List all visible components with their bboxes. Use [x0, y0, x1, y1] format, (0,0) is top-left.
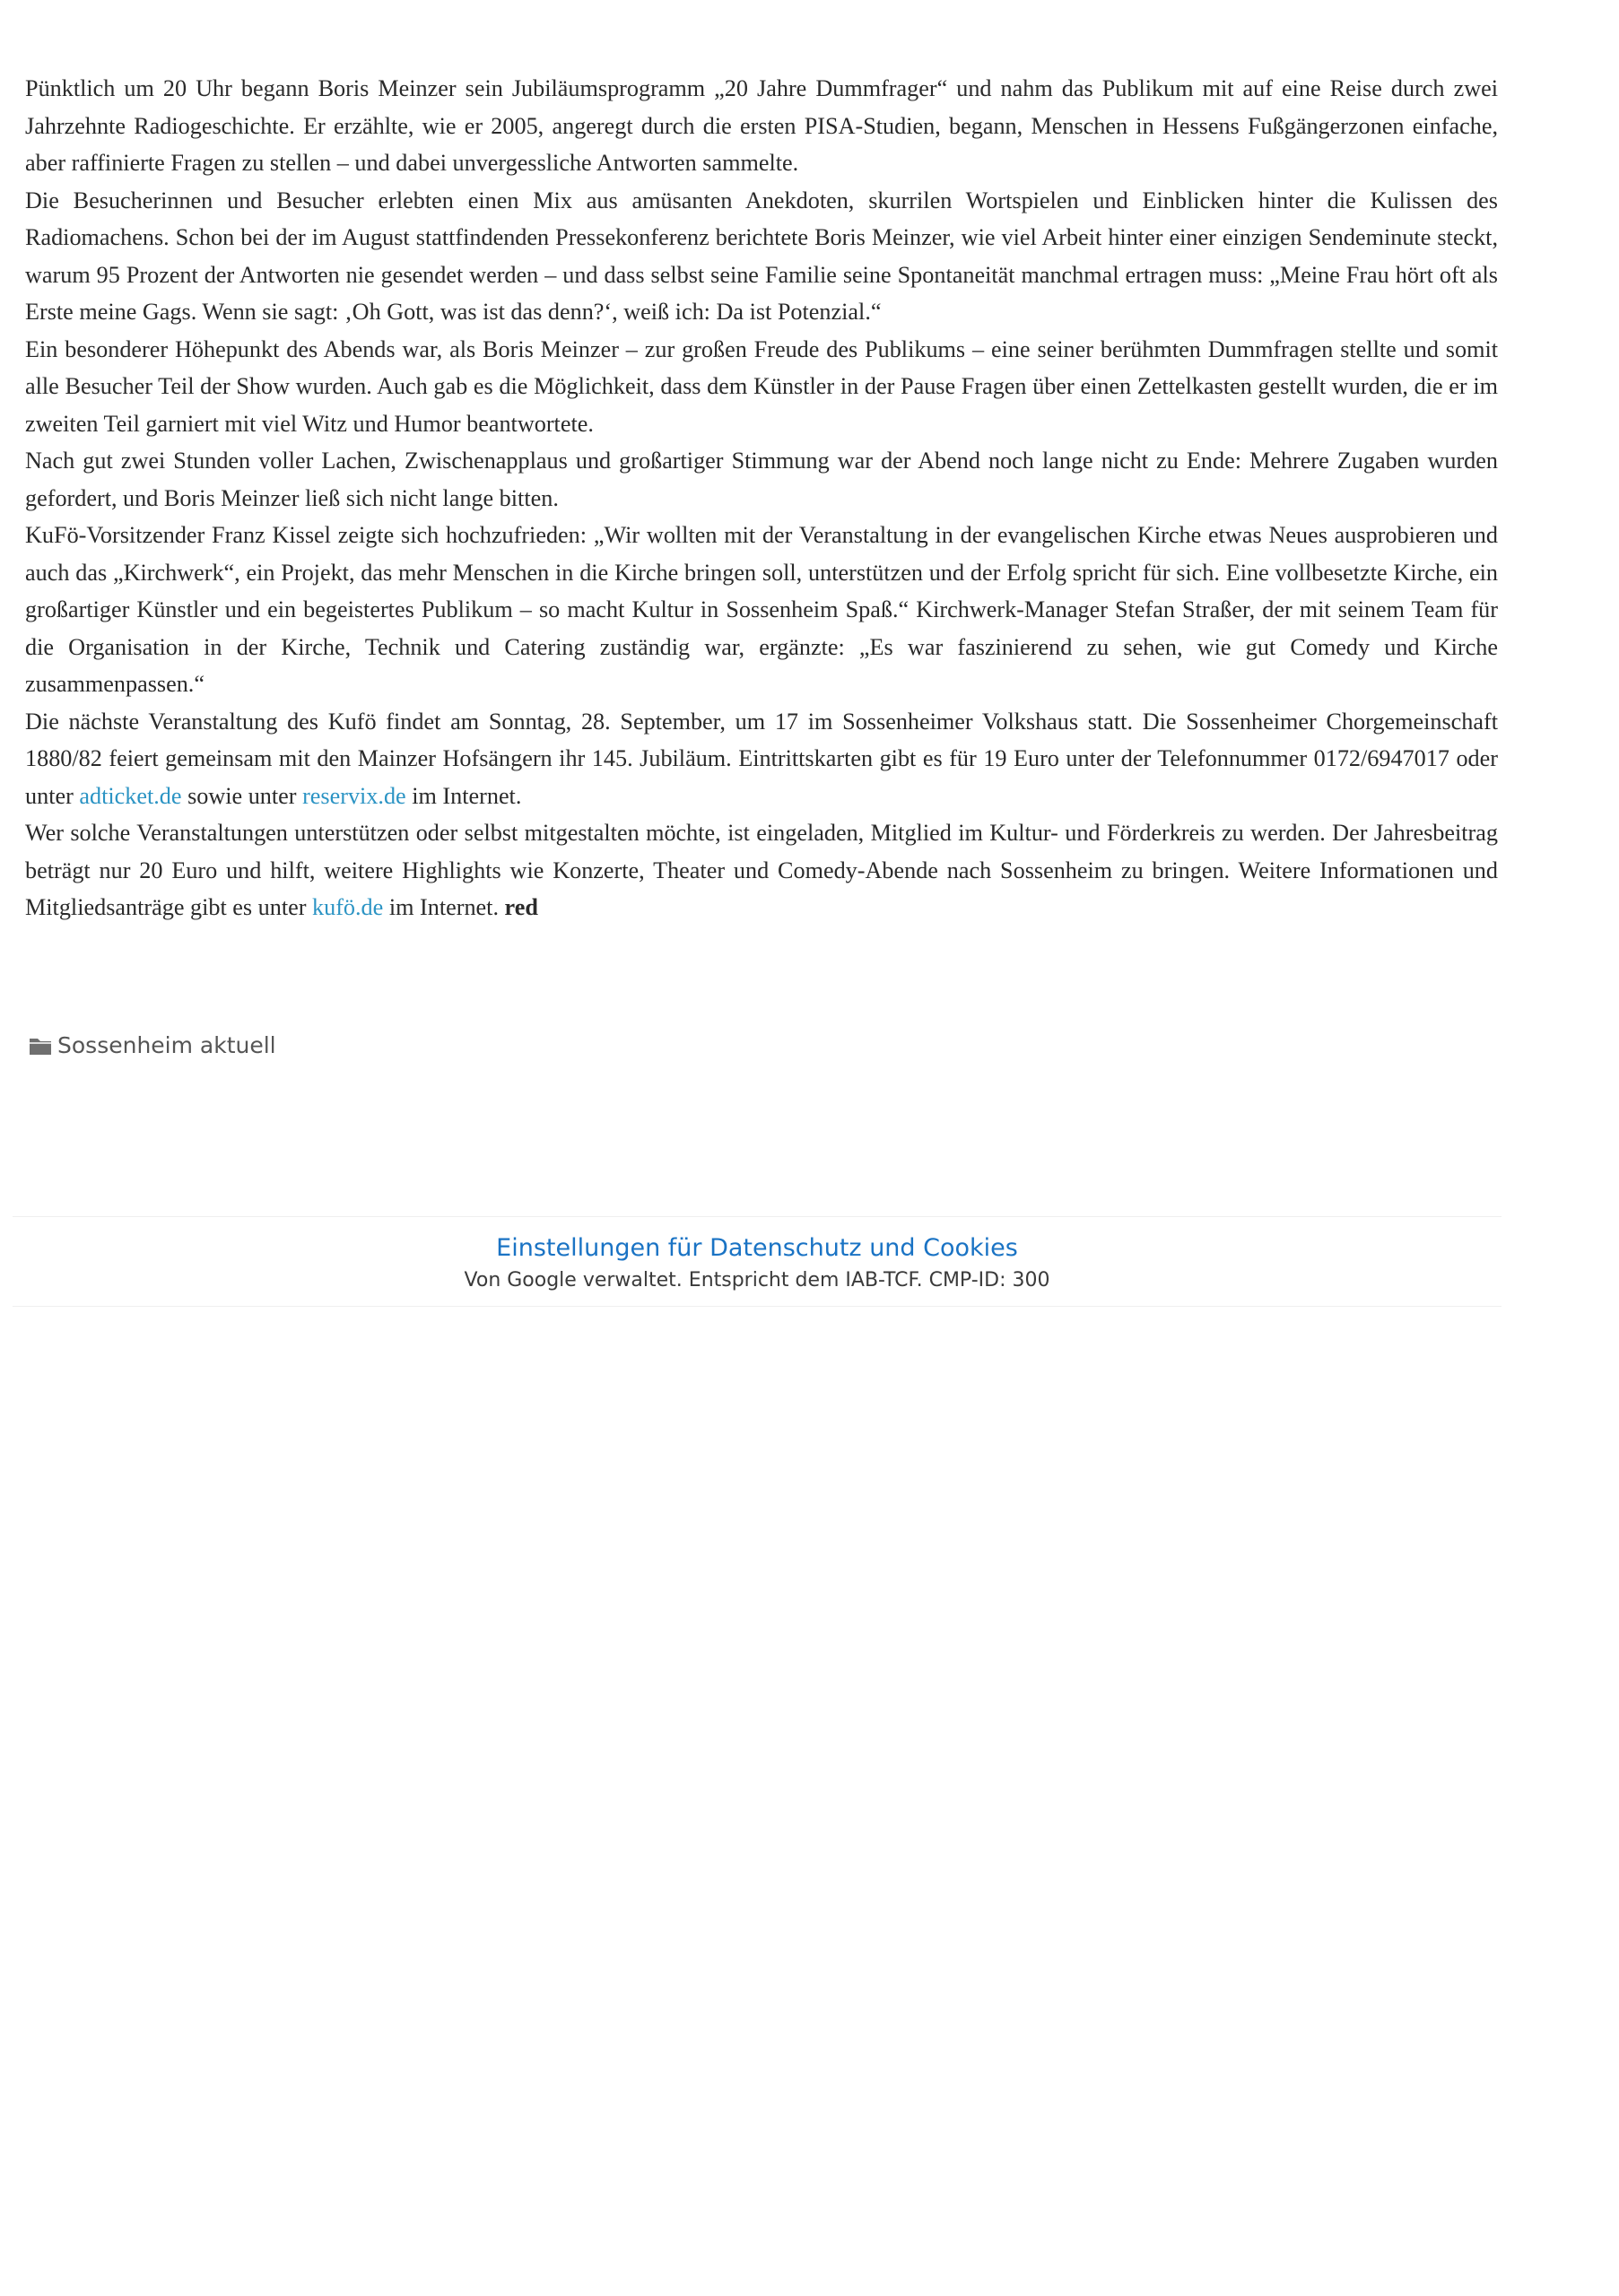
- article-paragraph-4: Nach gut zwei Stunden voller Lachen, Zwischenapplaus und großartiger Stimmung war der Abend noch lange nicht zu Ende: Mehrere Zugaben wurden gefordert, und Boris Meinzer ließ sich nicht lange bitten.: [25, 448, 1498, 511]
- kufoe-link[interactable]: kufö.de: [312, 894, 384, 920]
- article-paragraph-1: Pünktlich um 20 Uhr begann Boris Meinzer sein Jubiläumsprogramm „20 Jahre Dummfrager“ und nahm das Publikum mit auf eine Reise durch zwei Jahrzehnte Radiogeschichte. Er erzählte, wie er 2005, angeregt durch die ersten PISA-Studien, begann, Menschen in Hessens Fußgängerzonen einfache, aber raffinierte Fragen zu stellen – und dabei unvergessliche Antworten sammelte.: [25, 75, 1498, 176]
- consent-footer: [13, 1231, 1501, 1295]
- privacy-cookie-settings-link[interactable]: Einstellungen für Datenschutz und Cookies: [496, 1234, 1018, 1262]
- paragraph-7-text-start: Wer solche Veranstaltungen unterstützen oder selbst mitgestalten möchte, ist eingeladen, Mitglied im Kultur- und Förderkreis zu werden. Der Jahresbeitrag beträgt nur 20 Euro und hilft, weitere Highlights wie Konzerte, Theater und Comedy-Abende nach Sossenheim zu bringen. Weitere Informationen und Mitgliedsanträge gibt es unter: [25, 820, 1498, 920]
- reservix-link[interactable]: reservix.de: [302, 782, 406, 809]
- divider-bottom: [13, 1306, 1501, 1307]
- article-paragraph-5: KuFö-Vorsitzender Franz Kissel zeigte sich hochzufrieden: „Wir wollten mit der Veranstaltung in der evangelischen Kirche etwas Neues ausprobieren und auch das „Kirchwerk“, ein Projekt, das mehr Menschen in die Kirche bringen soll, unterstützen und der Erfolg spricht für sich. Eine vollbesetzte Kirche, ein großartiger Künstler und ein begeistertes Publikum – so macht Kultur in Sossenheim Spaß.“ Kirchwerk-Manager Stefan Straßer, der mit seinem Team für die Organisation in der Kirche, Technik und Catering zuständig war, ergänzte: „Es war faszinierend zu sehen, wie gut Comedy und Kirche zusammenpassen.“: [25, 522, 1498, 697]
- divider-top: [13, 1216, 1501, 1217]
- paragraph-7-text-end: im Internet.: [383, 894, 505, 920]
- paragraph-6-text-start: Die nächste Veranstaltung des Kufö findet am Sonntag, 28. September, um 17 im Sossenheimer Volkshaus statt. Die Sossenheimer Chorgemeinschaft 1880/82 feiert gemeinsam mit den Mainzer Hofsängern ihr 145. Jubiläum. Eintrittskarten gibt es für 19 Euro unter der Telefonnummer 0172/6947017 oder unter: [25, 708, 1498, 809]
- article-body: [25, 70, 1498, 926]
- article-paragraph-2: Die Besucherinnen und Besucher erlebten einen Mix aus amüsanten Anekdoten, skurrilen Wortspielen und Einblicken hinter die Kulissen des Radiomachens. Schon bei der im August stattfindenden Pressekonferenz berichtete Boris Meinzer, wie viel Arbeit hinter einer einzigen Sendeminute steckt, warum 95 Prozent der Antworten nie gesendet werden – und dass selbst seine Familie seine Spontaneität manchmal ertragen muss: „Meine Frau hört oft als Erste meine Gags. Wenn sie sagt: ‚Oh Gott, was ist das denn?‘, weiß ich: Da ist Potenzial.“: [25, 187, 1498, 325]
- post-category: [29, 1029, 276, 1061]
- author-signature: red: [504, 894, 538, 920]
- adticket-link[interactable]: adticket.de: [79, 782, 182, 809]
- paragraph-6-text-end: im Internet.: [405, 782, 522, 809]
- consent-managed-by-text: Von Google verwaltet. Entspricht dem IAB-TCF. CMP-ID: 300: [464, 1269, 1050, 1292]
- article-paragraph-6: [25, 703, 1498, 815]
- folder-icon: [29, 1035, 52, 1055]
- article-paragraph-7: [25, 814, 1498, 926]
- article-paragraph-3: Ein besonderer Höhepunkt des Abends war, als Boris Meinzer – zur großen Freude des Publikums – eine seiner berühmten Dummfragen stellte und somit alle Besucher Teil der Show wurden. Auch gab es die Möglichkeit, dass dem Künstler in der Pause Fragen über einen Zettelkasten gestellt wurden, die er im zweiten Teil garniert mit viel Witz und Humor beantwortete.: [25, 335, 1498, 437]
- category-link-sossenheim-aktuell[interactable]: Sossenheim aktuell: [57, 1031, 276, 1058]
- paragraph-6-text-middle: sowie unter: [181, 782, 303, 809]
